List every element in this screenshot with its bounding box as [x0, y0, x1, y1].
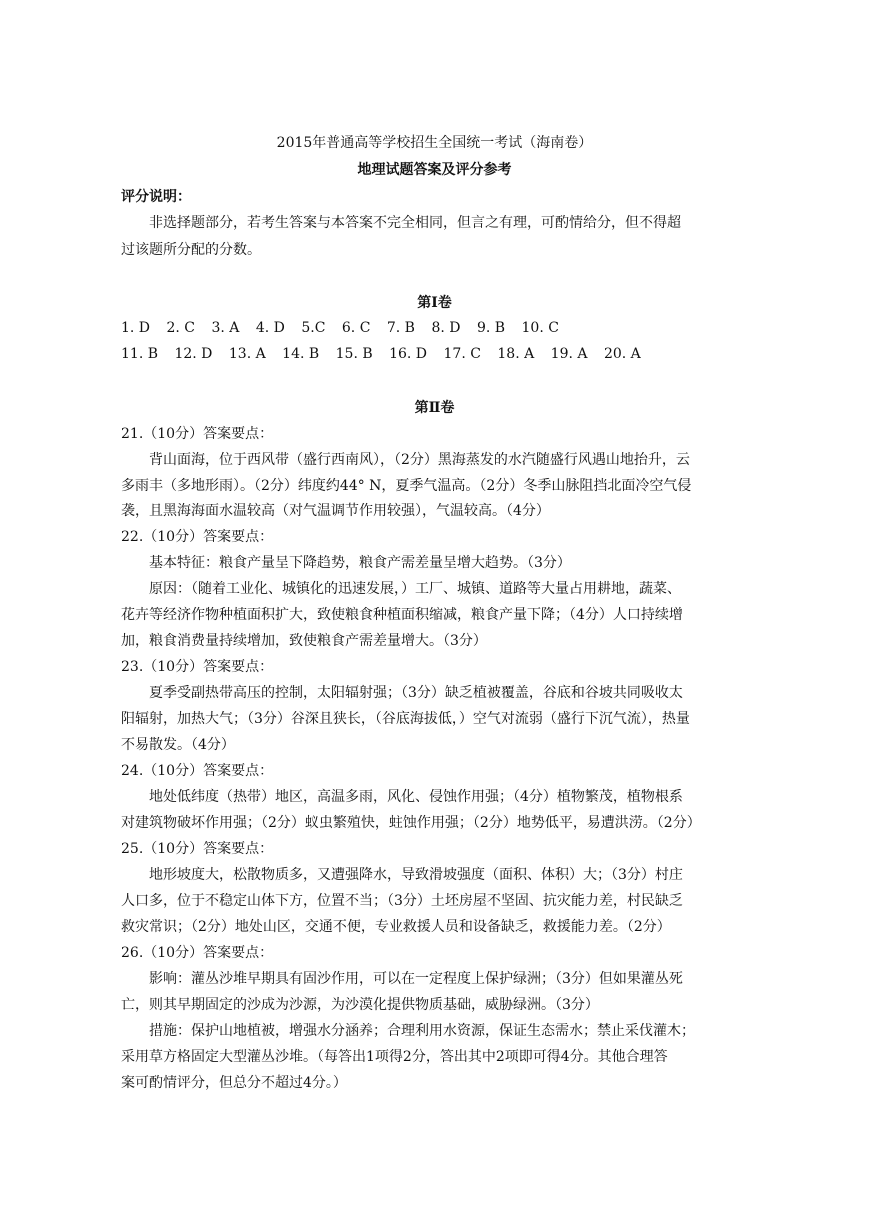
answer-item: 17. C	[443, 346, 481, 362]
answer-item: 14. B	[282, 346, 320, 362]
scoring-note-heading: 评分说明：	[121, 189, 191, 205]
scoring-note-line: 过该题所分配的分数。	[121, 242, 261, 258]
answer-text-line: 原因：（随着工业化、城镇化的迅速发展，）工厂、城镇、道路等大量占用耕地，蔬菜、	[149, 581, 681, 597]
answer-item: 16. D	[389, 346, 428, 362]
answer-text-line: 加，粮食消费量持续增加，致使粮食产需差量增大。（3分）	[121, 633, 487, 649]
answer-text-line: 案可酌情评分，但总分不超过4分。）	[121, 1075, 347, 1091]
answer-text-line: 基本特征：粮食产量呈下降趋势，粮食产需差量呈增大趋势。（3分）	[149, 555, 571, 571]
answer-item: 5.C	[301, 320, 326, 336]
answer-item: 2. C	[166, 320, 196, 336]
answers-row-1	[121, 318, 761, 338]
answer-text-line: 救灾常识；（2分）地处山区，交通不便，专业救援人员和设备缺乏，救援能力差。（2分）	[121, 919, 671, 935]
part1-heading: 第Ⅰ卷	[417, 295, 452, 311]
answer-item: 15. B	[335, 346, 373, 362]
answer-item: 13. A	[228, 346, 266, 362]
answer-text-line: 阳辐射，加热大气；（3分）谷深且狭长，（谷底海拔低，）空气对流弱（盛行下沉气流），热量	[121, 711, 690, 727]
answer-item: 10. C	[521, 320, 559, 336]
question-26-heading: 26.（10分）答案要点：	[121, 945, 274, 961]
question-25-heading: 25.（10分）答案要点：	[121, 841, 274, 857]
answer-item: 11. B	[121, 346, 159, 362]
answer-item: 7. B	[386, 320, 415, 336]
answer-text-line: 不易散发。（4分）	[121, 737, 235, 753]
scoring-note-line: 非选择题部分，若考生答案与本答案不完全相同，但言之有理，可酌情给分，但不得超	[149, 215, 681, 231]
answer-text-line: 影响：灌丛沙堆早期具有固沙作用，可以在一定程度上保护绿洲；（3分）但如果灌丛死	[149, 971, 683, 987]
answer-text-line: 袭，且黑海海面水温较高（对气温调节作用较强），气温较高。（4分）	[121, 503, 550, 519]
part2-heading: 第Ⅱ卷	[414, 400, 455, 416]
answer-text-line: 对建筑物破坏作用强；（2分）蚁虫繁殖快，蛀蚀作用强；（2分）地势低平，易遭洪涝。（2分）	[121, 815, 701, 831]
answer-text-line: 花卉等经济作物种植面积扩大，致使粮食种植面积缩减，粮食产量下降；（4分）人口持续增	[121, 607, 683, 623]
answer-text-line: 多雨丰（多地形雨）。（2分）纬度约44° N，夏季气温高。（2分）冬季山脉阻挡北面冷空气侵	[121, 478, 692, 494]
answer-text-line: 措施：保护山地植被，增强水分涵养；合理利用水资源，保证生态需水；禁止采伐灌木；	[149, 1023, 695, 1039]
answer-item: 9. B	[476, 320, 506, 336]
question-22-heading: 22.（10分）答案要点：	[121, 529, 274, 545]
question-23-heading: 23.（10分）答案要点：	[121, 659, 274, 675]
answer-text-line: 亡，则其早期固定的沙成为沙源，为沙漠化提供物质基础，威胁绿洲。（3分）	[121, 997, 599, 1013]
answer-item: 1. D	[121, 320, 151, 336]
exam-title: 2015年普通高等学校招生全国统一考试（海南卷）	[276, 135, 593, 151]
answer-text-line: 夏季受副热带高压的控制，太阳辐射强；（3分）缺乏植被覆盖，谷底和谷坡共同吸收太	[149, 685, 683, 701]
answer-text-line: 地处低纬度（热带）地区，高温多雨，风化、侵蚀作用强；（4分）植物繁茂，植物根系	[149, 789, 683, 805]
question-24-heading: 24.（10分）答案要点：	[121, 763, 274, 779]
answer-item: 20. A	[603, 346, 641, 362]
answer-item: 4. D	[255, 320, 285, 336]
document-subtitle: 地理试题答案及评分参考	[357, 162, 512, 178]
answer-item: 3. A	[211, 320, 240, 336]
answer-item: 18. A	[497, 346, 535, 362]
answer-text-line: 背山面海，位于西风带（盛行西南风），（2分）黑海蒸发的水汽随盛行风遇山地抬升，云	[149, 452, 690, 468]
answer-text-line: 采用草方格固定大型灌丛沙堆。（每答出1项得2分，答出其中2项即可得4分。其他合理答	[121, 1049, 668, 1065]
answer-item: 8. D	[431, 320, 461, 336]
answers-row-2	[121, 344, 761, 364]
answer-item: 12. D	[174, 346, 213, 362]
answer-item: 6. C	[341, 320, 371, 336]
answer-text-line: 人口多，位于不稳定山体下方，位置不当；（3分）土坯房屋不坚固、抗灾能力差，村民缺乏	[121, 893, 683, 909]
answer-item: 19. A	[550, 346, 588, 362]
answer-text-line: 地形坡度大，松散物质多，又遭强降水，导致滑坡强度（面积、体积）大；（3分）村庄	[149, 867, 683, 883]
question-21-heading: 21.（10分）答案要点：	[121, 426, 274, 442]
